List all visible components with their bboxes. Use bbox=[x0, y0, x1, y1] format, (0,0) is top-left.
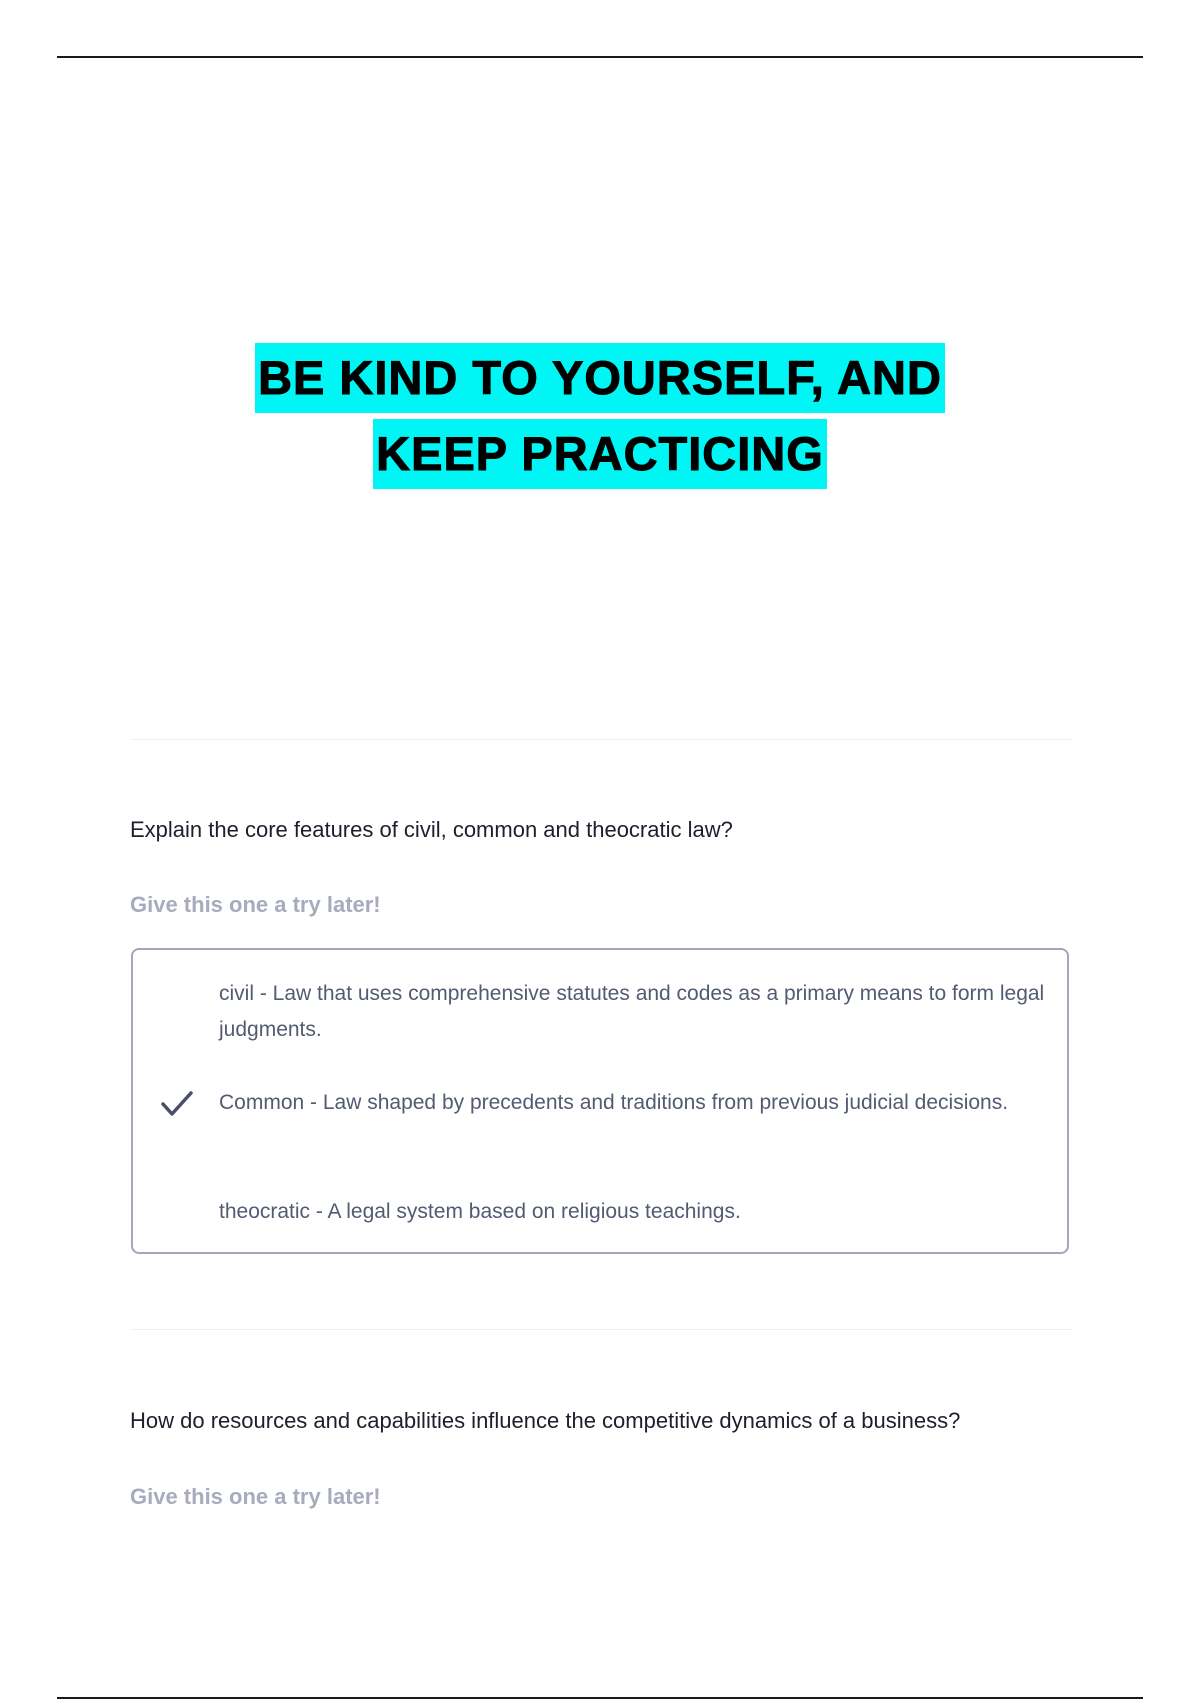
question-2-prompt: How do resources and capabilities influence the competitive dynamics of a business? bbox=[130, 1408, 961, 1433]
motivational-banner bbox=[0, 343, 1200, 489]
answer-option-civil[interactable]: civil - Law that uses comprehensive statutes and codes as a primary means to form legal judgments. bbox=[219, 982, 1045, 1041]
top-rule bbox=[57, 56, 1143, 58]
section-divider bbox=[130, 739, 1072, 740]
section-divider bbox=[130, 1329, 1072, 1330]
question-1-prompt: Explain the core features of civil, common and theocratic law? bbox=[130, 817, 733, 842]
answer-option-theocratic[interactable]: theocratic - A legal system based on religious teachings. bbox=[219, 1200, 741, 1223]
question-1-status[interactable]: Give this one a try later! bbox=[130, 892, 381, 917]
banner-line-1: BE KIND TO YOURSELF, AND bbox=[255, 343, 945, 413]
bottom-rule bbox=[57, 1697, 1143, 1699]
answer-options-box bbox=[131, 948, 1069, 1254]
banner-line-2: KEEP PRACTICING bbox=[373, 419, 827, 489]
check-icon bbox=[159, 1088, 195, 1120]
answer-option-common[interactable]: Common - Law shaped by precedents and traditions from previous judicial decisions. bbox=[219, 1091, 1009, 1114]
question-2-status[interactable]: Give this one a try later! bbox=[130, 1484, 381, 1509]
